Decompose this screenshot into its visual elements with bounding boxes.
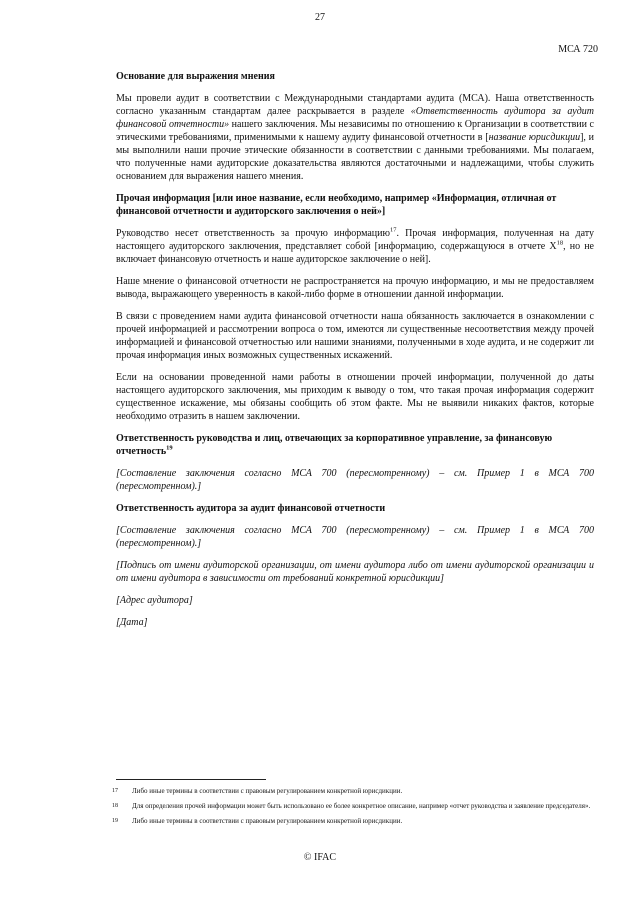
paragraph-management: [Составление заключения согласно МСА 700 (пересмотренному) – см. Пример 1 в МСА 700 (пересмотренном).] [116, 468, 594, 492]
document-code: МСА 720 [558, 44, 598, 55]
section-heading-auditor: Ответственность аудитора за аудит финансовой отчетности [116, 503, 386, 514]
footnote-number: 17 [112, 788, 118, 794]
footnote [112, 816, 598, 826]
text-run: нашего заключения. Мы независимы по отношению к Организации в соответствии с этическими требованиями, применимыми к нашему аудиту финансовой отчетности в [ [116, 119, 594, 143]
text-run-italic: название юрисдикции [488, 132, 581, 143]
paragraph-other-info-3: В связи с проведением нами аудита финансовой отчетности наша обязанность заключается в ознакомлении с прочей информацией и рассмотрении вопроса о том, имеются ли существенные несоответствия между прочей информацией и финансовой отчетностью или нашими знаниями, полученными в ходе аудита, и не содержит ли прочая информация иных возможных существенных искажений. [116, 311, 594, 361]
text-run: Руководство несет ответственность за прочую информацию [116, 228, 390, 239]
footnote-number: 18 [112, 803, 118, 809]
footnote [112, 786, 598, 796]
footnote-ref[interactable]: 19 [166, 444, 173, 452]
date-placeholder: [Дата] [116, 617, 148, 628]
section-heading-basis: Основание для выражения мнения [116, 71, 275, 82]
section-heading-management [116, 432, 594, 458]
text-run: , но не включает финансовую отчетность и наше аудиторское заключение о ней]. [116, 241, 594, 265]
heading-text: Ответственность руководства и лиц, отвечающих за корпоративное управление, за финансовую отчетность [116, 433, 553, 457]
footnote-text: Либо иные термины в соответствии с правовым регулированием конкретной юрисдикции. [132, 787, 403, 795]
text-run: . Прочая информация, полученная на дату настоящего аудиторского заключения, представляет собой [информацию, содержащуюся в отчете X [116, 228, 594, 252]
paragraph-other-info-4: Если на основании проведенной нами работы в отношении прочей информации, полученной до даты настоящего аудиторского заключения, мы приходим к выводу о том, что такая прочая информация содержит существенное искажение, мы обязаны сообщить об этом факте. Мы не выявили никаких фактов, которые необходимо отразить в нашем заключении. [116, 372, 594, 422]
section-heading-other-info: Прочая информация [или иное название, если необходимо, например «Информация, отличная от финансовой отчетности и аудиторского заключения о ней»] [116, 193, 557, 217]
text-run: ], и мы выполнили наши прочие этические обязанности в соответствии с данными требованиями. Мы полагаем, что полученные нами аудиторские доказательства являются достаточными и надлежащими, чтобы служить основанием для выражения нашего мнения. [116, 132, 595, 182]
paragraph-other-info-1 [116, 227, 594, 266]
page-number: 27 [315, 12, 325, 23]
footnote-number: 19 [112, 818, 118, 824]
footnotes [112, 786, 598, 831]
footnote-text: Либо иные термины в соответствии с правовым регулированием конкретной юрисдикции. [132, 817, 403, 825]
footnote-text: Для определения прочей информации может быть использовано ее более конкретное описание, например «отчет руководства и заявление председателя». [132, 802, 591, 810]
paragraph-auditor-1: [Составление заключения согласно МСА 700 (пересмотренному) – см. Пример 1 в МСА 700 (пересмотренном).] [116, 525, 594, 549]
text-run: Мы провели аудит в соответствии с Международными стандартами аудита (МСА). Наша ответственность согласно указанным стандартам далее раскрывается в разделе [116, 93, 594, 117]
auditor-address-placeholder: [Адрес аудитора] [116, 595, 193, 606]
footnote-ref[interactable]: 18 [556, 239, 564, 247]
footnote-divider [116, 779, 266, 780]
text-run-italic: «Ответственность аудитора за аудит финансовой отчетности» [116, 106, 594, 130]
footnote-ref[interactable]: 17 [389, 226, 397, 234]
signature-placeholder: [Подпись от имени аудиторской организации, от имени аудитора либо от имени аудиторской организации и от имени аудитора в зависимости от требований конкретной юрисдикции] [116, 560, 594, 584]
copyright: © IFAC [303, 852, 337, 863]
paragraph-basis [116, 92, 594, 183]
paragraph-other-info-2: Наше мнение о финансовой отчетности не распространяется на прочую информацию, и мы не предоставляем вывода, выражающего уверенность в какой-либо форме в отношении данной информации. [116, 276, 594, 300]
main-content [116, 70, 594, 638]
footnote [112, 801, 598, 811]
